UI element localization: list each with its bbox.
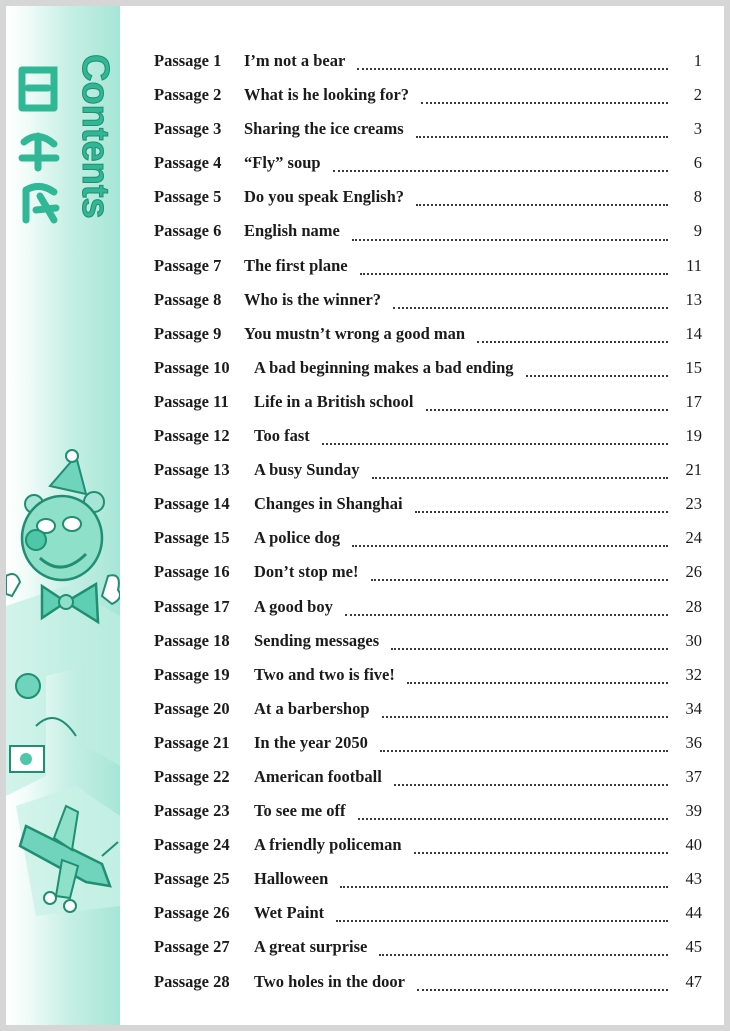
dot-leader	[415, 511, 668, 513]
passage-number: Passage 18	[154, 630, 230, 650]
page-number: 3	[693, 119, 702, 139]
dot-leader	[526, 375, 668, 377]
page-number: 8	[693, 187, 702, 207]
passage-number: Passage 25	[154, 869, 230, 889]
dot-leader	[345, 614, 668, 616]
page-number: 47	[685, 971, 702, 991]
passage-title: American football	[254, 766, 382, 786]
passage-title: A friendly policeman	[254, 835, 402, 855]
page-number: 24	[685, 528, 702, 548]
toc-entry	[154, 597, 702, 631]
passage-title: Wet Paint	[254, 903, 325, 923]
dot-leader	[416, 204, 668, 206]
passage-number: Passage 2	[154, 85, 222, 105]
dot-leader	[336, 920, 668, 922]
passage-title: Sending messages	[254, 630, 380, 650]
dot-leader	[421, 102, 668, 104]
toc-entry	[154, 767, 702, 801]
passage-title: A police dog	[254, 528, 341, 548]
toc-entry	[154, 869, 702, 903]
passage-title: “Fly” soup	[244, 153, 321, 173]
toc-entry	[154, 972, 702, 1006]
toc-entry	[154, 460, 702, 494]
page-number: 40	[685, 835, 702, 855]
toc-entry	[154, 665, 702, 699]
passage-title: You mustn’t wrong a good man	[244, 323, 466, 343]
passage-number: Passage 1	[154, 51, 222, 70]
toc-entry	[154, 699, 702, 733]
page-number: 15	[685, 357, 702, 377]
passage-number: Passage 12	[154, 426, 230, 446]
passage-number: Passage 19	[154, 664, 230, 684]
passage-number: Passage 27	[154, 937, 230, 957]
passage-title: The first plane	[244, 255, 348, 275]
passage-number: Passage 10	[154, 357, 230, 377]
toc-entry	[154, 528, 702, 562]
passage-number: Passage 15	[154, 528, 230, 548]
toc-entry	[154, 51, 702, 85]
passage-number: Passage 28	[154, 971, 230, 991]
dot-leader	[416, 136, 668, 138]
dot-leader	[352, 545, 668, 547]
passage-number: Passage 20	[154, 698, 230, 718]
passage-number: Passage 3	[154, 119, 222, 139]
dot-leader	[394, 784, 668, 786]
dot-leader	[371, 579, 669, 581]
toc-entry	[154, 290, 702, 324]
passage-number: Passage 7	[154, 255, 222, 275]
page-number: 21	[685, 460, 702, 480]
dot-leader	[352, 239, 668, 241]
passage-title: Two and two is five!	[254, 664, 395, 684]
toc-entry	[154, 153, 702, 187]
toc-entry	[154, 801, 702, 835]
passage-title: Do you speak English?	[244, 187, 405, 207]
page-number: 9	[693, 221, 702, 241]
passage-number: Passage 16	[154, 562, 230, 582]
passage-title: Two holes in the door	[254, 971, 405, 991]
passage-number: Passage 11	[154, 391, 229, 411]
dot-leader	[477, 341, 668, 343]
page-number: 6	[693, 153, 702, 173]
toc-entry	[154, 187, 702, 221]
dot-leader	[382, 716, 668, 718]
passage-number: Passage 6	[154, 221, 222, 241]
passage-title: Changes in Shanghai	[254, 494, 403, 514]
toc-entry	[154, 937, 702, 971]
passage-title: Sharing the ice creams	[244, 119, 404, 139]
page-number: 23	[685, 494, 702, 514]
passage-number: Passage 5	[154, 187, 222, 207]
toc-entry	[154, 256, 702, 290]
passage-title: Life in a British school	[254, 391, 414, 411]
passage-title: Don’t stop me!	[254, 562, 359, 582]
dot-leader	[333, 170, 668, 172]
dot-leader	[426, 409, 668, 411]
passage-title: Halloween	[254, 869, 329, 889]
passage-number: Passage 17	[154, 596, 230, 616]
passage-number: Passage 9	[154, 323, 222, 343]
toc-entry	[154, 221, 702, 255]
page-number: 43	[685, 869, 702, 889]
dot-leader	[360, 273, 668, 275]
passage-title: What is he looking for?	[244, 85, 410, 105]
page-number: 39	[685, 801, 702, 821]
passage-title: I’m not a bear	[244, 51, 346, 70]
chinese-title-icon	[14, 60, 66, 230]
page-number: 19	[685, 426, 702, 446]
toc-entry	[154, 119, 702, 153]
passage-number: Passage 26	[154, 903, 230, 923]
dot-leader	[417, 989, 668, 991]
toc-entry	[154, 562, 702, 596]
page-number: 44	[685, 903, 702, 923]
page-number: 1	[693, 51, 702, 70]
dot-leader	[414, 852, 668, 854]
passage-title: A busy Sunday	[254, 460, 360, 480]
passage-number: Passage 14	[154, 494, 230, 514]
dot-leader	[391, 648, 668, 650]
page-number: 32	[685, 664, 702, 684]
passage-title: At a barbershop	[254, 698, 370, 718]
page-number: 17	[685, 391, 702, 411]
dot-leader	[407, 682, 668, 684]
page-number: 37	[685, 766, 702, 786]
page-number: 14	[685, 323, 702, 343]
page-number: 34	[685, 698, 702, 718]
passage-title: A bad beginning makes a bad ending	[254, 357, 514, 377]
sidebar-decoration	[6, 6, 120, 1025]
toc-entry	[154, 494, 702, 528]
dot-leader	[340, 886, 668, 888]
passage-title: Who is the winner?	[244, 289, 382, 309]
page-number: 13	[685, 289, 702, 309]
toc-entry	[154, 426, 702, 460]
dot-leader	[357, 68, 668, 70]
passage-number: Passage 21	[154, 732, 230, 752]
passage-title: To see me off	[254, 801, 346, 821]
page-number: 26	[685, 562, 702, 582]
document-page	[6, 6, 724, 1025]
page-number: 11	[686, 255, 702, 275]
dot-leader	[358, 818, 669, 820]
dot-leader	[372, 477, 669, 479]
passage-number: Passage 22	[154, 766, 230, 786]
passage-number: Passage 4	[154, 153, 222, 173]
passage-number: Passage 24	[154, 835, 230, 855]
dot-leader	[380, 750, 668, 752]
dot-leader	[322, 443, 668, 445]
table-of-contents	[154, 51, 702, 1006]
page-number: 30	[685, 630, 702, 650]
toc-entry	[154, 85, 702, 119]
toc-entry	[154, 733, 702, 767]
toc-entry	[154, 835, 702, 869]
passage-number: Passage 13	[154, 460, 230, 480]
toc-entry	[154, 324, 702, 358]
dot-leader	[379, 954, 668, 956]
passage-title: In the year 2050	[254, 732, 368, 752]
toc-entry	[154, 358, 702, 392]
passage-title: Too fast	[254, 426, 310, 446]
clown-airplane-illustration	[6, 446, 120, 926]
contents-heading: Contents	[74, 54, 116, 219]
toc-entry	[154, 631, 702, 665]
passage-number: Passage 23	[154, 801, 230, 821]
page-number: 2	[693, 85, 702, 105]
passage-number: Passage 8	[154, 289, 222, 309]
dot-leader	[393, 307, 668, 309]
passage-title: A good boy	[254, 596, 333, 616]
passage-title: English name	[244, 221, 340, 241]
toc-entry	[154, 392, 702, 426]
toc-entry	[154, 903, 702, 937]
passage-title: A great surprise	[254, 937, 368, 957]
page-number: 45	[685, 937, 702, 957]
page-number: 28	[685, 596, 702, 616]
page-number: 36	[685, 732, 702, 752]
